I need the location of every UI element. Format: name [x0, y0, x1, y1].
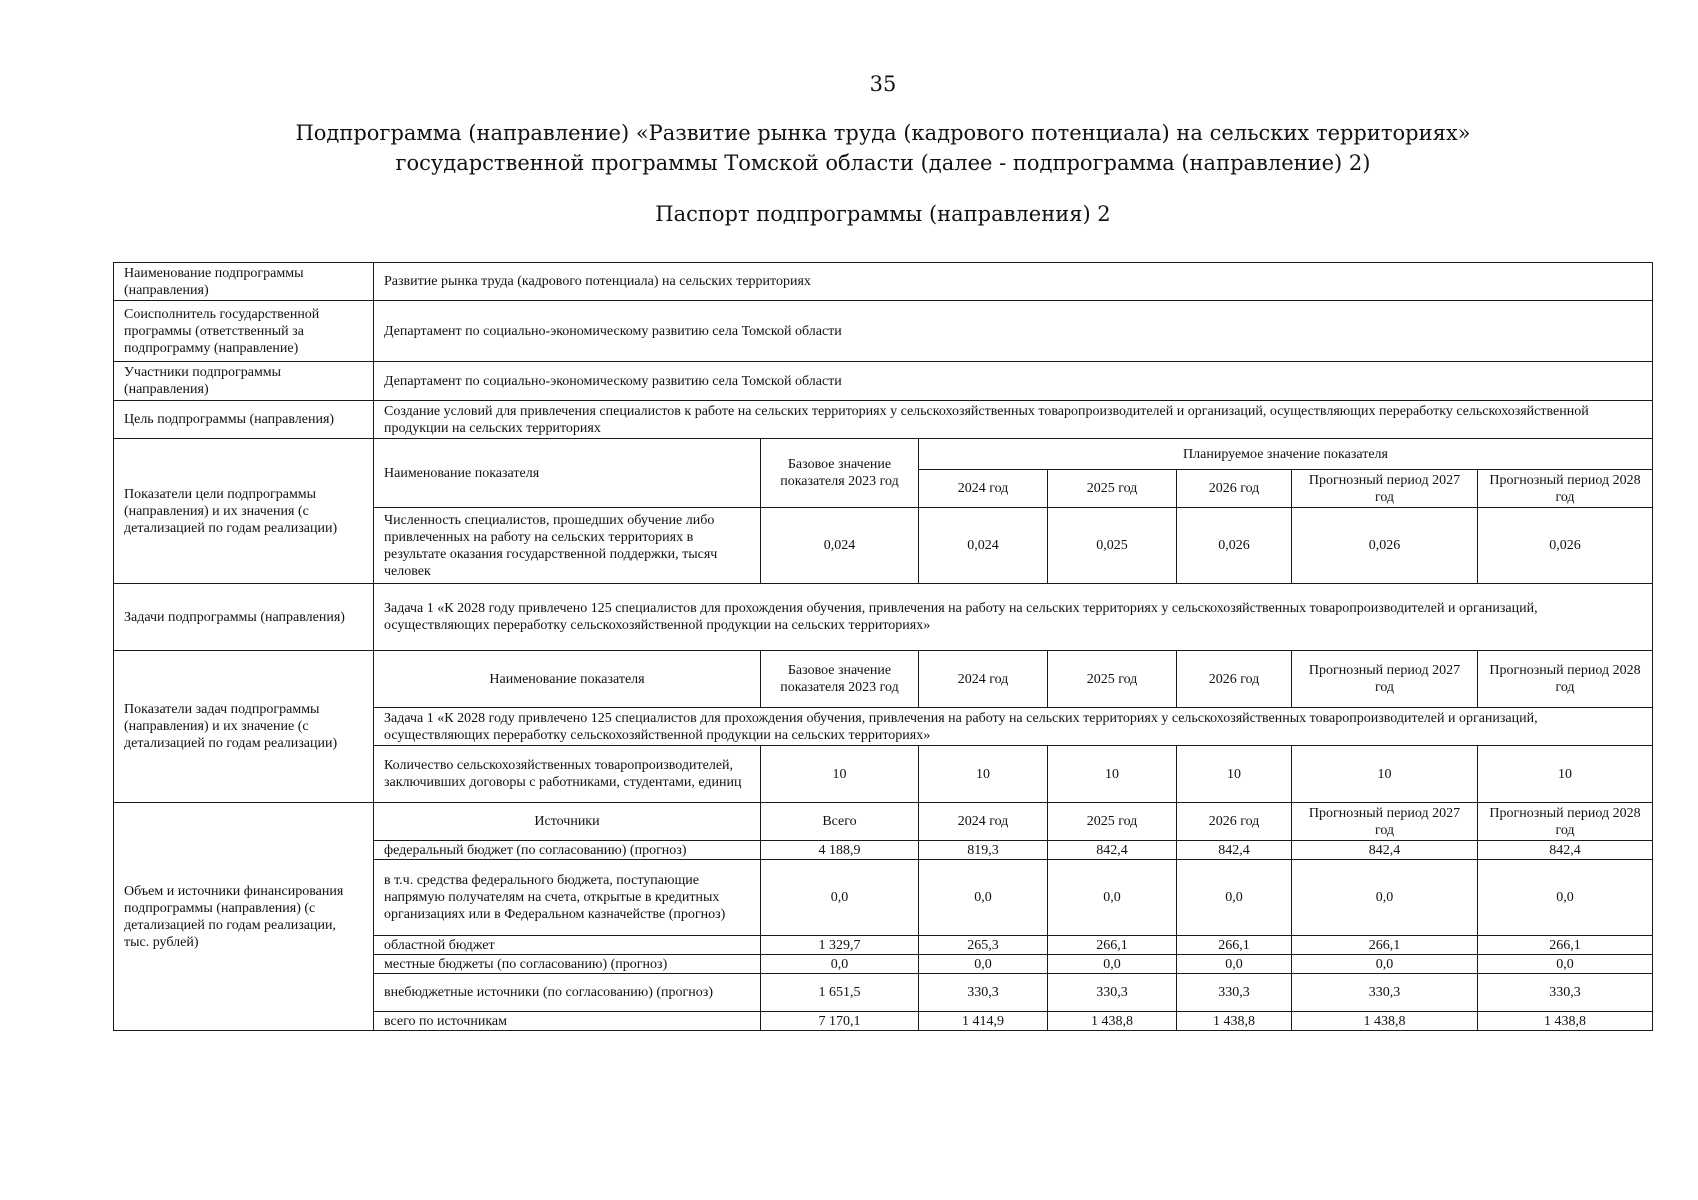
indicator-value: 0,026 [1478, 508, 1653, 584]
source-value: 330,3 [1478, 974, 1653, 1012]
source-value: 0,0 [1048, 955, 1177, 974]
row-goal-indicators-header [114, 439, 1653, 470]
header-year: Прогнозный период 2027 год [1292, 470, 1478, 508]
source-value: 0,0 [919, 955, 1048, 974]
source-value: 266,1 [1292, 936, 1478, 955]
indicator-value: 10 [1177, 746, 1292, 803]
task-text: Задача 1 «К 2028 году привлечено 125 специалистов для прохождения обучения, привлечения на работу на сельских территориях у сельскохозяйственных товаропроизводителей и организаций, осуществляющих переработку сельскохозяйственной продукции на сельских территориях» [374, 708, 1653, 746]
title-line-2: государственной программы Томской области (далее - подпрограмма (направление) 2) [395, 151, 1371, 175]
indicator-value: 10 [919, 746, 1048, 803]
document-title [0, 118, 1698, 178]
row-value: Департамент по социально-экономическому развитию села Томской области [374, 362, 1653, 401]
row-label: Цель подпрограммы (направления) [114, 401, 374, 439]
row-value: Департамент по социально-экономическому развитию села Томской области [374, 301, 1653, 362]
header-year: 2026 год [1177, 651, 1292, 708]
source-value: 842,4 [1048, 841, 1177, 860]
row-task-indicators-header [114, 651, 1653, 708]
indicator-value: 0,026 [1292, 508, 1478, 584]
header-indicator-name: Наименование показателя [374, 439, 761, 508]
row-value: Задача 1 «К 2028 году привлечено 125 специалистов для прохождения обучения, привлечения на работу на сельских территориях у сельскохозяйственных товаропроизводителей и организаций, осуществляющих переработку сельскохозяйственной продукции на сельских территориях» [374, 584, 1653, 651]
header-year: Прогнозный период 2027 год [1292, 803, 1478, 841]
row-value: Развитие рынка труда (кадрового потенциала) на сельских территориях [374, 263, 1653, 301]
passport-table [113, 262, 1653, 1031]
indicator-value: 10 [1048, 746, 1177, 803]
source-value: 330,3 [1048, 974, 1177, 1012]
row-financing-header [114, 803, 1653, 841]
source-value: 266,1 [1478, 936, 1653, 955]
source-value: 0,0 [1177, 860, 1292, 936]
row-goal [114, 401, 1653, 439]
row-label: Соисполнитель государственной программы (ответственный за подпрограмму (направление) [114, 301, 374, 362]
source-value: 266,1 [1177, 936, 1292, 955]
source-name: всего по источникам [374, 1012, 761, 1031]
source-name: областной бюджет [374, 936, 761, 955]
indicator-value: 0,026 [1177, 508, 1292, 584]
header-year: Прогнозный период 2028 год [1478, 803, 1653, 841]
source-value: 1 438,8 [1177, 1012, 1292, 1031]
source-value: 0,0 [1292, 860, 1478, 936]
row-label: Показатели задач подпрограммы (направления) и их значение (с детализацией по годам реализации) [114, 651, 374, 803]
row-coexecutor [114, 301, 1653, 362]
header-planned-value: Планируемое значение показателя [919, 439, 1653, 470]
source-value: 1 414,9 [919, 1012, 1048, 1031]
row-name [114, 263, 1653, 301]
source-value: 1 651,5 [761, 974, 919, 1012]
source-value: 0,0 [1292, 955, 1478, 974]
indicator-name: Количество сельскохозяйственных товаропроизводителей, заключивших договоры с работниками, студентами, единиц [374, 746, 761, 803]
source-value: 330,3 [1292, 974, 1478, 1012]
indicator-value: 0,025 [1048, 508, 1177, 584]
source-value: 7 170,1 [761, 1012, 919, 1031]
source-value: 0,0 [761, 860, 919, 936]
header-indicator-name: Наименование показателя [374, 651, 761, 708]
source-value: 330,3 [1177, 974, 1292, 1012]
source-value: 1 438,8 [1048, 1012, 1177, 1031]
row-participants [114, 362, 1653, 401]
title-line-1: Подпрограмма (направление) «Развитие рынка труда (кадрового потенциала) на сельских территориях» [295, 121, 1471, 145]
header-year: 2026 год [1177, 470, 1292, 508]
header-total: Всего [761, 803, 919, 841]
source-value: 819,3 [919, 841, 1048, 860]
source-value: 330,3 [919, 974, 1048, 1012]
header-year: 2024 год [919, 470, 1048, 508]
page-number: 35 [869, 72, 897, 96]
header-year: 2024 год [919, 803, 1048, 841]
passport-title: Паспорт подпрограммы (направления) 2 [655, 202, 1111, 226]
indicator-value: 10 [1478, 746, 1653, 803]
source-value: 842,4 [1478, 841, 1653, 860]
source-name: внебюджетные источники (по согласованию) (прогноз) [374, 974, 761, 1012]
row-label: Задачи подпрограммы (направления) [114, 584, 374, 651]
header-year: Прогнозный период 2028 год [1478, 470, 1653, 508]
header-year: 2025 год [1048, 470, 1177, 508]
source-name: федеральный бюджет (по согласованию) (прогноз) [374, 841, 761, 860]
indicator-value: 0,024 [919, 508, 1048, 584]
source-name: в т.ч. средства федерального бюджета, поступающие напрямую получателям на счета, открытые в кредитных организациях или в Федеральном казначействе (прогноз) [374, 860, 761, 936]
indicator-value: 10 [761, 746, 919, 803]
row-label: Наименование подпрограммы (направления) [114, 263, 374, 301]
row-label: Показатели цели подпрограммы (направления) и их значения (с детализацией по годам реализации) [114, 439, 374, 584]
header-year: 2024 год [919, 651, 1048, 708]
indicator-name: Численность специалистов, прошедших обучение либо привлеченных на работу на сельских территориях в результате оказания государственной поддержки, тысяч человек [374, 508, 761, 584]
header-year: Прогнозный период 2028 год [1478, 651, 1653, 708]
header-base-value: Базовое значение показателя 2023 год [761, 651, 919, 708]
indicator-value: 10 [1292, 746, 1478, 803]
source-value: 842,4 [1177, 841, 1292, 860]
header-year: Прогнозный период 2027 год [1292, 651, 1478, 708]
header-base-value: Базовое значение показателя 2023 год [761, 439, 919, 508]
row-label: Объем и источники финансирования подпрограммы (направления) (с детализацией по годам реализации, тыс. рублей) [114, 803, 374, 1031]
source-value: 4 188,9 [761, 841, 919, 860]
header-year: 2025 год [1048, 651, 1177, 708]
header-sources: Источники [374, 803, 761, 841]
header-year: 2025 год [1048, 803, 1177, 841]
source-value: 1 438,8 [1292, 1012, 1478, 1031]
source-value: 0,0 [761, 955, 919, 974]
source-value: 0,0 [1478, 955, 1653, 974]
source-value: 1 329,7 [761, 936, 919, 955]
source-name: местные бюджеты (по согласованию) (прогноз) [374, 955, 761, 974]
row-label: Участники подпрограммы (направления) [114, 362, 374, 401]
source-value: 0,0 [1177, 955, 1292, 974]
source-value: 1 438,8 [1478, 1012, 1653, 1031]
header-year: 2026 год [1177, 803, 1292, 841]
source-value: 0,0 [919, 860, 1048, 936]
source-value: 0,0 [1048, 860, 1177, 936]
source-value: 842,4 [1292, 841, 1478, 860]
row-value: Создание условий для привлечения специалистов к работе на сельских территориях у сельскохозяйственных товаропроизводителей и организаций, осуществляющих переработку сельскохозяйственной продукции на сельских территориях [374, 401, 1653, 439]
source-value: 266,1 [1048, 936, 1177, 955]
indicator-value: 0,024 [761, 508, 919, 584]
source-value: 0,0 [1478, 860, 1653, 936]
source-value: 265,3 [919, 936, 1048, 955]
row-tasks [114, 584, 1653, 651]
